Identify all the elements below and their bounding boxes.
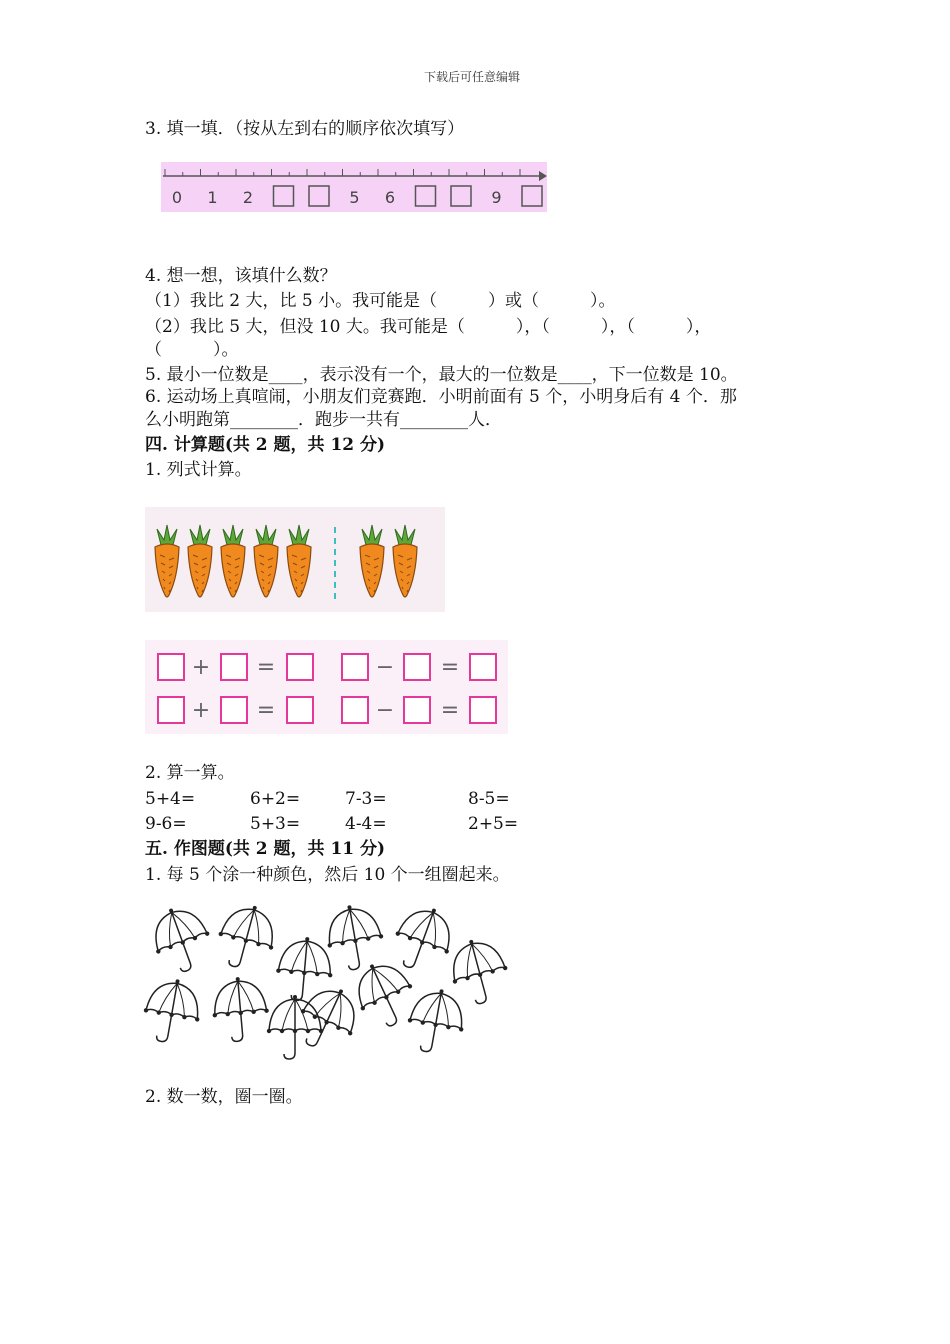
calc-r1-c1: 5+4=	[145, 789, 196, 809]
q4-line1: （1）我比 2 大，比 5 小。我可能是（ ）或（ ）。	[145, 291, 616, 311]
number-line-label: 1	[207, 188, 218, 207]
carrots-svg	[145, 507, 445, 612]
section4-q1: 1. 列式计算。	[145, 460, 252, 480]
number-line	[161, 162, 547, 212]
carrot-icon	[287, 525, 311, 597]
q6-line2: 么小明跑第________．跑步一共有________人．	[145, 410, 502, 430]
q6-line1: 6. 运动场上真喧闹，小朋友们竞赛跑．小明前面有 5 个，小明身后有 4 个．那	[145, 387, 737, 407]
answer-box[interactable]	[470, 697, 496, 723]
umbrella-icon	[140, 975, 206, 1048]
operator-symbol: =	[440, 698, 460, 723]
calc-r1-c2: 6+2=	[250, 789, 301, 809]
answer-box[interactable]	[221, 697, 247, 723]
answer-box[interactable]	[404, 654, 430, 680]
operator-symbol: =	[440, 655, 460, 680]
operator-symbol: +	[191, 655, 211, 680]
operator-symbol: −	[375, 698, 395, 723]
section4-heading: 四. 计算题(共 2 题，共 12 分)	[145, 435, 386, 455]
number-line-label: 2	[242, 188, 254, 207]
number-line-svg	[161, 162, 547, 212]
umbrella-icon	[289, 978, 367, 1060]
carrot-icon	[188, 525, 212, 597]
answer-box[interactable]	[158, 697, 184, 723]
answer-box[interactable]	[287, 654, 313, 680]
calc-r2-c1: 9-6=	[145, 814, 187, 834]
umbrellas-svg	[140, 905, 510, 1065]
q4-line2: （2）我比 5 大，但没 10 大。我可能是（ ），（ ），（ ），	[145, 317, 712, 337]
q4-line3: （ ）。	[145, 340, 239, 360]
calc-r2-c3: 4-4=	[345, 814, 387, 834]
equation-svg	[145, 640, 508, 734]
operator-symbol: =	[256, 698, 276, 723]
answer-box[interactable]	[287, 697, 313, 723]
answer-box[interactable]	[404, 697, 430, 723]
header-note: 下载后可任意编辑	[424, 70, 521, 84]
carrots-image	[145, 507, 445, 612]
section5-q1: 1. 每 5 个涂一种颜色，然后 10 个一组圈起来。	[145, 865, 510, 885]
number-line-label: 0	[171, 188, 183, 207]
umbrella-icon	[321, 905, 388, 973]
answer-box[interactable]	[470, 654, 496, 680]
carrot-icon	[254, 525, 278, 597]
carrot-icon	[360, 525, 384, 597]
umbrella-icon	[144, 905, 219, 978]
carrot-icon	[221, 525, 245, 597]
calc-r2-c4: 2+5=	[468, 814, 519, 834]
section5-q2: 2. 数一数，圈一圈。	[145, 1087, 303, 1107]
answer-box[interactable]	[158, 654, 184, 680]
answer-box[interactable]	[342, 654, 368, 680]
carrot-icon	[155, 525, 179, 597]
umbrella-icon	[386, 905, 461, 978]
number-line-blank-box[interactable]	[309, 186, 329, 206]
operator-symbol: +	[191, 698, 211, 723]
number-line-blank-box[interactable]	[416, 186, 436, 206]
umbrellas-image	[140, 905, 510, 1065]
umbrella-icon	[267, 995, 323, 1059]
number-line-blank-box[interactable]	[451, 186, 471, 206]
answer-box[interactable]	[221, 654, 247, 680]
operator-symbol: =	[256, 655, 276, 680]
umbrella-icon	[346, 953, 424, 1035]
q4-title: 4. 想一想，该填什么数？	[145, 266, 337, 286]
number-line-label: 5	[349, 188, 360, 207]
equation-boxes	[145, 640, 508, 734]
number-line-label: 9	[491, 188, 502, 207]
calc-r1-c4: 8-5=	[468, 789, 510, 809]
section4-q2: 2. 算一算。	[145, 763, 235, 783]
q5-text: 5. 最小一位数是____，表示没有一个，最大的一位数是____，下一位数是 10。	[145, 365, 738, 385]
umbrella-icon	[209, 975, 271, 1044]
umbrella-icon	[274, 935, 336, 1004]
calc-r1-c3: 7-3=	[345, 789, 387, 809]
umbrella-icon	[444, 933, 510, 1009]
umbrella-icon	[211, 905, 282, 975]
number-line-blank-box[interactable]	[274, 186, 294, 206]
q3-title: 3. 填一填．（按从左到右的顺序依次填写）	[145, 119, 465, 139]
section5-heading: 五. 作图题(共 2 题，共 11 分)	[145, 839, 386, 859]
carrot-icon	[393, 525, 417, 597]
umbrella-icon	[403, 985, 470, 1058]
answer-box[interactable]	[342, 697, 368, 723]
number-line-label: 6	[384, 188, 396, 207]
number-line-blank-box[interactable]	[522, 186, 542, 206]
operator-symbol: −	[375, 655, 395, 680]
calc-r2-c2: 5+3=	[250, 814, 301, 834]
